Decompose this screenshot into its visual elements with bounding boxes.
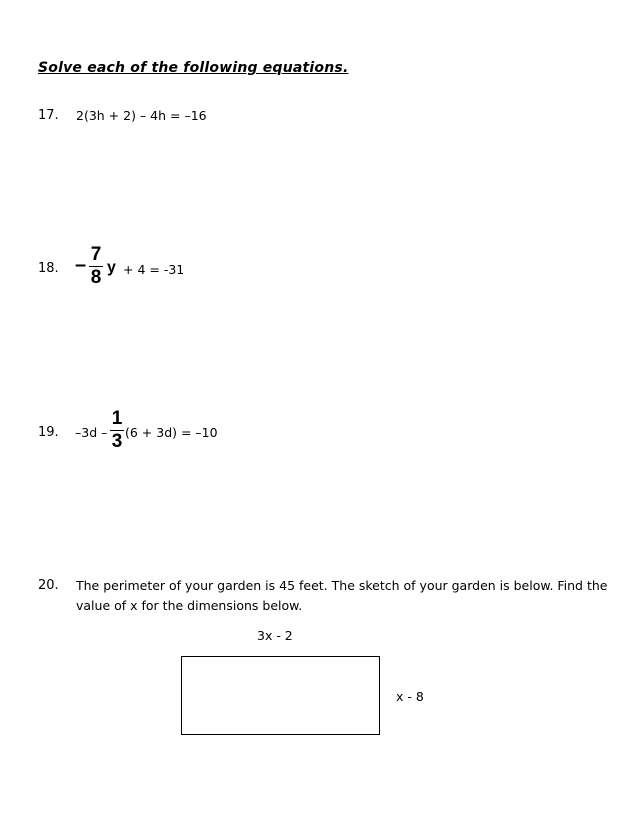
problem-19-denominator: 3 [111,431,123,453]
problem-20-line-1: The perimeter of your garden is 45 feet. The sketch of your garden is below. Find the [76,578,608,593]
problem-19-numerator: 1 [111,408,123,429]
problem-18-number: 18. [38,261,59,276]
problem-17-equation: 2(3h + 2) – 4h = –16 [76,108,207,123]
problem-20-number: 20. [38,578,59,593]
garden-side-label: x - 8 [396,689,424,704]
problem-17-number: 17. [38,108,59,123]
problem-19-rest: (6 + 3d) = –10 [125,425,218,440]
garden-rectangle [181,656,380,735]
problem-18-minus: – [75,254,87,276]
garden-top-label: 3x - 2 [257,628,293,643]
problem-18-rest: + 4 = -31 [123,262,185,277]
page-heading: Solve each of the following equations. [38,60,349,76]
problem-18-denominator: 8 [90,267,102,289]
problem-19-number: 19. [38,425,59,440]
problem-18-numerator: 7 [90,244,102,265]
problem-20-line-2: value of x for the dimensions below. [76,598,303,613]
problem-19-fraction [110,409,124,452]
problem-19-prefix: –3d – [75,425,108,440]
problem-18-fraction [89,245,103,288]
problem-18-variable: y [107,259,116,276]
